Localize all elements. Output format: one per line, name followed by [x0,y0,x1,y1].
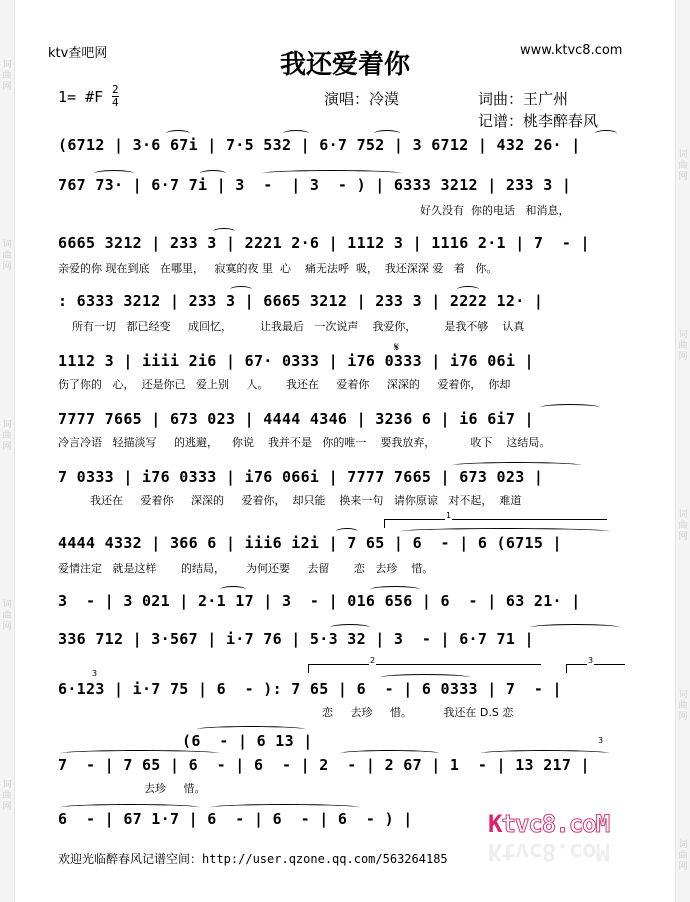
slur [196,726,306,733]
logo-letter-k: K [488,810,502,838]
score-notes: 6·123 | i·7 75 | 6 - ): 7 65 | 6 - | 6 0333 | 7 - | [58,680,562,698]
slur [213,228,235,235]
volta-bracket-2 [308,656,541,673]
side-watermark: 词曲网 [2,780,12,812]
score-notes: 336 712 | 3·567 | i·7 76 | 5·3 32 | 3 - | 6·7 71 | [58,630,534,648]
lyric-line: 伤了你的 心， 还是你已 爱上别 人。 我还在 爱着你 深深的 爱着你， 你却 [58,378,511,391]
slur [457,286,479,293]
score-notes: 6 - | 67 1·7 | 6 - | 6 - | 6 - ) | [58,810,413,828]
lyric-line: 爱情注定 就是这样 的结局， 为何还要 去留 恋 去珍 惜。 [58,562,434,575]
slur [370,586,420,593]
site-url-right: www.ktvc8.com [520,43,623,58]
score-line [58,290,630,312]
side-watermark: 词曲网 [2,420,12,452]
singer-credit: 演唱：冷漠 [324,90,400,108]
slur [530,624,620,631]
side-watermark: 词曲网 [678,690,688,722]
score-notes: : 6333 3212 | 233 3 | 6665 3212 | 233 3 | 2222 12· | [58,292,544,310]
score-line [58,590,630,612]
score-line [58,408,630,430]
slur [200,170,226,177]
composer-credit: 词曲：王广州 [478,90,569,108]
volta-bracket-3 [566,656,625,673]
score-notes: 7 - | 7 65 | 6 - | 6 - | 2 - | 2 67 | 1 - | 13 217 | [58,756,590,774]
slur [452,462,582,469]
triplet-mark: 3 [598,736,604,745]
score-notes: 7 0333 | i76 0333 | i76 066i | 7777 7665 | 673 023 | [58,468,544,486]
side-watermark: 词曲网 [678,150,688,182]
slur [166,130,190,137]
time-numerator: 2 [112,83,119,96]
score-line [58,350,630,372]
score-line [58,532,630,554]
side-watermark: 词曲网 [678,510,688,542]
time-denominator: 4 [112,96,119,109]
score-notes: 3 - | 3 021 | 2·1 17 | 3 - | 016 656 | 6 - | 63 21· | [58,592,581,610]
lyric-line: 好久没有 你的电话 和消息， [420,204,570,217]
logo-text: tvc8.coM [501,810,610,838]
volta-bracket-1 [384,511,607,528]
score-line [58,232,630,254]
slur [400,528,610,535]
key-signature: 1= #F [58,88,104,106]
slur [220,586,246,593]
triplet-mark: 3 [92,669,98,678]
score-line [58,134,630,156]
score-line [58,678,630,700]
slur [60,804,200,811]
score-notes: (6 - | 6 13 | [182,732,313,750]
side-watermark: 词曲网 [678,840,688,872]
notator-credit: 记谱：桃李醉春风 [478,112,599,130]
side-watermark: 词曲网 [2,240,12,272]
score-line [58,754,630,776]
slur [480,750,610,757]
time-signature [112,84,119,109]
lyric-line: 去珍 惜。 [144,782,206,795]
slur [60,750,220,757]
score-notes: 4444 4332 | 366 6 | iii6 i2i | 7 65 | 6 - | 6 (6715 | [58,534,562,552]
volta-number-3: 3 [588,656,594,665]
slur [210,804,360,811]
score-line [182,730,342,752]
score-line [58,466,630,488]
score-line [58,174,630,196]
volta-number-1: 1 [446,511,452,520]
score-notes: 767 73· | 6·7 7i | 3 - | 3 - ) | 6333 3212 | 233 3 | [58,176,572,194]
slur [540,404,600,411]
side-watermark: 词曲网 [2,600,12,632]
lyric-line: 恋 去珍 惜。 我还在 D.S 恋 [322,706,514,719]
score-notes: 6665 3212 | 233 3 | 2221 2·6 | 1112 3 | 1116 2·1 | 7 - | [58,234,590,252]
lyric-line: 冷言冷语 轻描淡写 的逃避， 你说 我并不是 你的唯一 要我放弃， 收下 这结局。 [58,436,551,449]
slur [230,286,252,293]
slur [283,130,309,137]
slur [330,624,370,631]
lyric-line: 亲爱的你 现在到底 在哪里， 寂寞的夜 里 心 痛无法呼 吸， 我还深深 爱 着 你。 [58,262,498,275]
site-name-left: ktv查吧网 [48,46,108,61]
footer-credit: 欢迎光临醉春风记谱空间：http://user.qzone.qq.com/563264185 [58,852,448,866]
score-notes: 1112 3 | iiii 2i6 | 67· 0333 | i76 0333 | i76 06i | [58,352,534,370]
slur [380,674,470,681]
score-notes: (6712 | 3·6 67i | 7·5 532 | 6·7 752 | 3 6712 | 432 26· | [58,136,581,154]
slur [94,170,134,177]
lyric-line: 我还在 爱着你 深深的 爱着你， 却只能 换来一句 请你原谅 对不起， 难道 [90,494,522,507]
slur [595,130,617,137]
slur [374,130,400,137]
score-notes: 7777 7665 | 673 023 | 4444 4346 | 3236 6 | i6 6i7 | [58,410,534,428]
lyric-line: 所有一切 都已经变 成回忆， 让我最后 一次说声 我爱你， 是我不够 认真 [72,320,525,333]
ktvc8-logo [488,810,609,838]
side-watermark: 词曲网 [678,330,688,362]
dal-segno-sign: 𝄋 [394,340,400,354]
slur [340,750,440,757]
song-title: 我还爱着你 [279,50,410,80]
logo-reflection: Ktvc8.coM [488,838,610,866]
right-watermark-strip [675,0,690,902]
slur [336,528,358,535]
side-watermark: 词曲网 [2,60,12,92]
volta-number-2: 2 [370,656,376,665]
score-line [58,628,630,650]
tie [262,170,402,177]
